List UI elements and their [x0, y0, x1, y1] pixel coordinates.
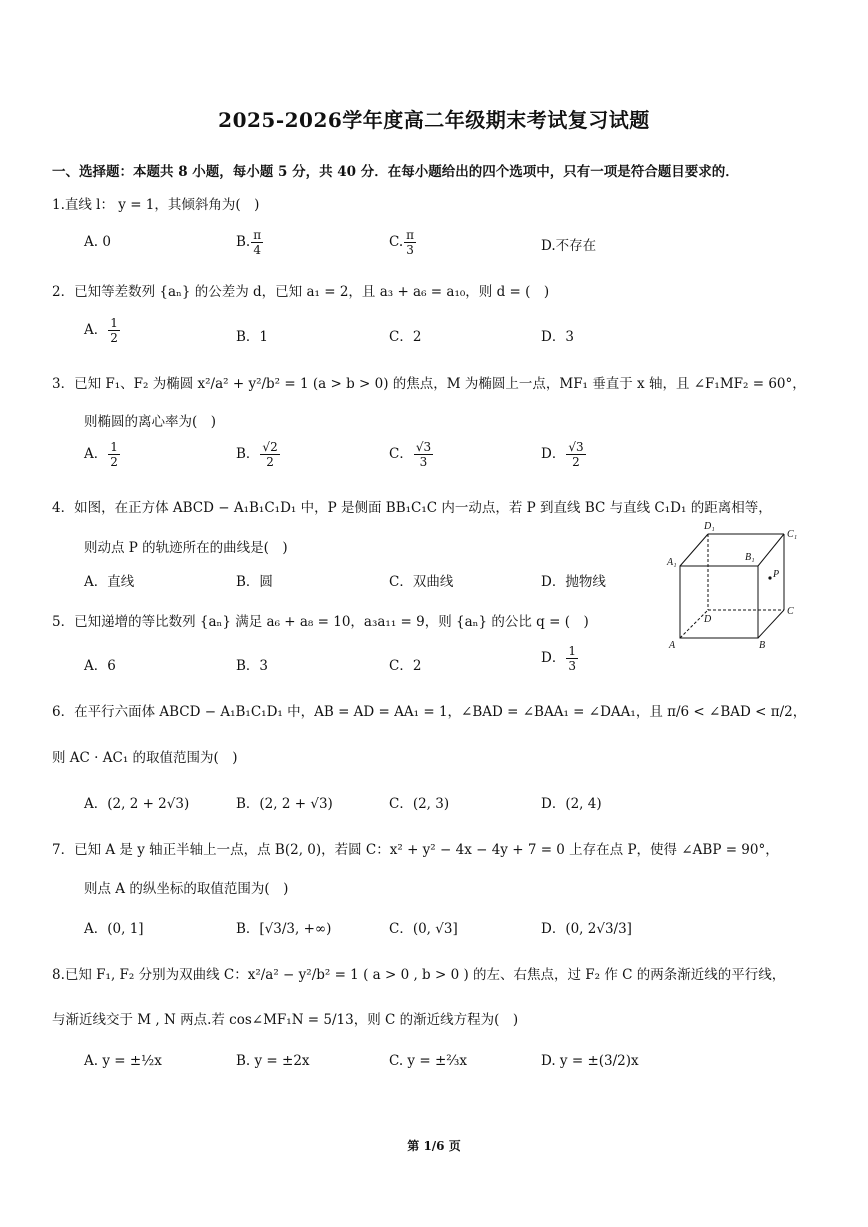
fraction [566, 644, 578, 673]
question-6-line-2: 则 AC · AC₁ 的取值范围为( ) [52, 750, 238, 766]
fraction [251, 228, 263, 257]
option-c: C．2 [389, 658, 422, 674]
option-b: B．3 [236, 658, 269, 674]
label-a: A [669, 640, 676, 651]
option-d: D.不存在 [541, 238, 597, 254]
option-d [541, 440, 587, 469]
denominator: 2 [110, 455, 118, 469]
question-8: 8.已知 F₁, F₂ 分别为双曲线 C：x²/a² − y²/b² = 1 ( a > 0 , b > 0 ) 的左、右焦点，过 F₂ 作 C 的两条渐近线的平行线， [52, 967, 786, 983]
question-2: 2．已知等差数列 {aₙ} 的公差为 d，已知 a₁ = 2，且 a₃ + a₆ = a₁₀，则 d = ( ) [52, 284, 550, 300]
option-a: A．6 [84, 658, 116, 674]
question-1: 1.直线 l： y = 1，其倾斜角为( ) [52, 197, 260, 213]
option-a: A. 0 [84, 234, 111, 250]
denominator: 3 [406, 243, 414, 257]
option-b: B．(2, 2 + √3) [236, 796, 333, 812]
denominator: 2 [572, 455, 580, 469]
option-a-prefix: A． [84, 322, 108, 338]
option-d [541, 644, 579, 673]
question-6: 6．在平行六面体 ABCD − A₁B₁C₁D₁ 中，AB = AD = AA₁ = 1，∠BAD = ∠BAA₁ = ∠DAA₁，且 π/6 < ∠BAD < π/2， [52, 704, 807, 720]
option-c [389, 228, 417, 257]
label-b: B [759, 640, 766, 651]
option-c-prefix: C． [389, 446, 413, 462]
label-d: D [704, 614, 712, 625]
fraction [260, 440, 279, 469]
label-c: C [787, 606, 794, 617]
numerator: π [253, 228, 262, 242]
question-3-line-2: 则椭圆的离心率为( ) [84, 414, 217, 430]
point-p [768, 576, 771, 579]
page-footer: 第 1/6 页 [407, 1139, 461, 1153]
fraction [108, 440, 120, 469]
numerator: √3 [415, 440, 432, 454]
option-a: A. y = ±½x [84, 1053, 162, 1069]
option-d: D．(0, 2√3/3] [541, 921, 632, 937]
option-a: A．(0, 1] [84, 921, 144, 937]
option-c: C. y = ±⅔x [389, 1053, 467, 1069]
option-b: B. y = ±2x [236, 1053, 310, 1069]
option-a: A．(2, 2 + 2√3) [84, 796, 190, 812]
label-a1: A₁ [667, 557, 677, 568]
option-b [236, 228, 264, 257]
option-c: C．2 [389, 329, 422, 345]
question-8-line-2: 与渐近线交于 M , N 两点.若 cos∠MF₁N = 5/13，则 C 的渐近线方程为( ) [52, 1012, 519, 1028]
option-a-prefix: A． [84, 446, 108, 462]
option-d: D．抛物线 [541, 574, 606, 590]
question-3: 3．已知 F₁、F₂ 为椭圆 x²/a² + y²/b² = 1 (a > b > 0) 的焦点，M 为椭圆上一点，MF₁ 垂直于 x 轴，且 ∠F₁MF₂ = 60°， [52, 376, 806, 392]
option-a: A．直线 [84, 574, 135, 590]
denominator: 3 [568, 659, 576, 673]
option-b [236, 440, 281, 469]
question-5: 5．已知递增的等比数列 {aₙ} 满足 a₆ + a₈ = 10，a₃a₁₁ = 9，则 {aₙ} 的公比 q = ( ) [52, 614, 589, 630]
denominator: 4 [253, 243, 261, 257]
option-c-prefix: C. [389, 234, 404, 250]
option-b-prefix: B． [236, 446, 260, 462]
section-heading: 一、选择题：本题共 8 小题，每小题 5 分，共 40 分．在每小题给出的四个选项中，只有一项是符合题目要求的． [52, 164, 739, 180]
question-4-line-2: 则动点 P 的轨迹所在的曲线是( ) [84, 540, 288, 556]
option-c [389, 440, 434, 469]
page-title: 2025-2026学年度高二年级期末考试复习试题 [218, 108, 650, 132]
numerator: √2 [262, 440, 278, 454]
denominator: 2 [266, 455, 274, 469]
question-7-line-2: 则点 A 的纵坐标的取值范围为( ) [84, 881, 289, 897]
label-d1: D₁ [704, 521, 715, 532]
cube-edge-b1c1 [758, 534, 784, 566]
cube-edge-a1d1 [680, 534, 708, 566]
option-c: C．(0, √3] [389, 921, 458, 937]
numerator: 1 [110, 440, 118, 454]
label-b1: B₁ [745, 552, 755, 563]
option-a [84, 316, 121, 345]
option-b: B．[√3/3, +∞) [236, 921, 332, 937]
option-b: B．1 [236, 329, 269, 345]
option-d: D. y = ±(3/2)x [541, 1053, 639, 1069]
fraction [566, 440, 585, 469]
fraction [108, 316, 120, 345]
cube-figure [660, 518, 810, 658]
numerator: π [406, 228, 415, 242]
numerator: 1 [568, 644, 576, 658]
question-4: 4．如图，在正方体 ABCD − A₁B₁C₁D₁ 中，P 是侧面 BB₁C₁C 内一动点，若 P 到直线 BC 与直线 C₁D₁ 的距离相等， [52, 500, 772, 516]
option-d: D．3 [541, 329, 574, 345]
option-b-prefix: B. [236, 234, 251, 250]
option-c: C．双曲线 [389, 574, 454, 590]
cube-edge-bc [758, 610, 784, 638]
option-b: B．圆 [236, 574, 273, 590]
option-d-prefix: D． [541, 650, 566, 666]
question-7: 7．已知 A 是 y 轴正半轴上一点，点 B(2, 0)，若圆 C：x² + y² − 4x − 4y + 7 = 0 上存在点 P，使得 ∠ABP = 90°， [52, 842, 779, 858]
option-a [84, 440, 121, 469]
fraction [404, 228, 416, 257]
denominator: 3 [419, 455, 428, 469]
label-c1: C₁ [787, 529, 798, 540]
numerator: √3 [568, 440, 584, 454]
fraction [414, 440, 433, 469]
option-d-prefix: D． [541, 446, 566, 462]
denominator: 2 [110, 331, 118, 345]
label-p: P [773, 569, 780, 580]
cube-front-face [680, 566, 758, 638]
option-c: C．(2, 3) [389, 796, 450, 812]
option-d: D．(2, 4) [541, 796, 602, 812]
numerator: 1 [110, 316, 118, 330]
